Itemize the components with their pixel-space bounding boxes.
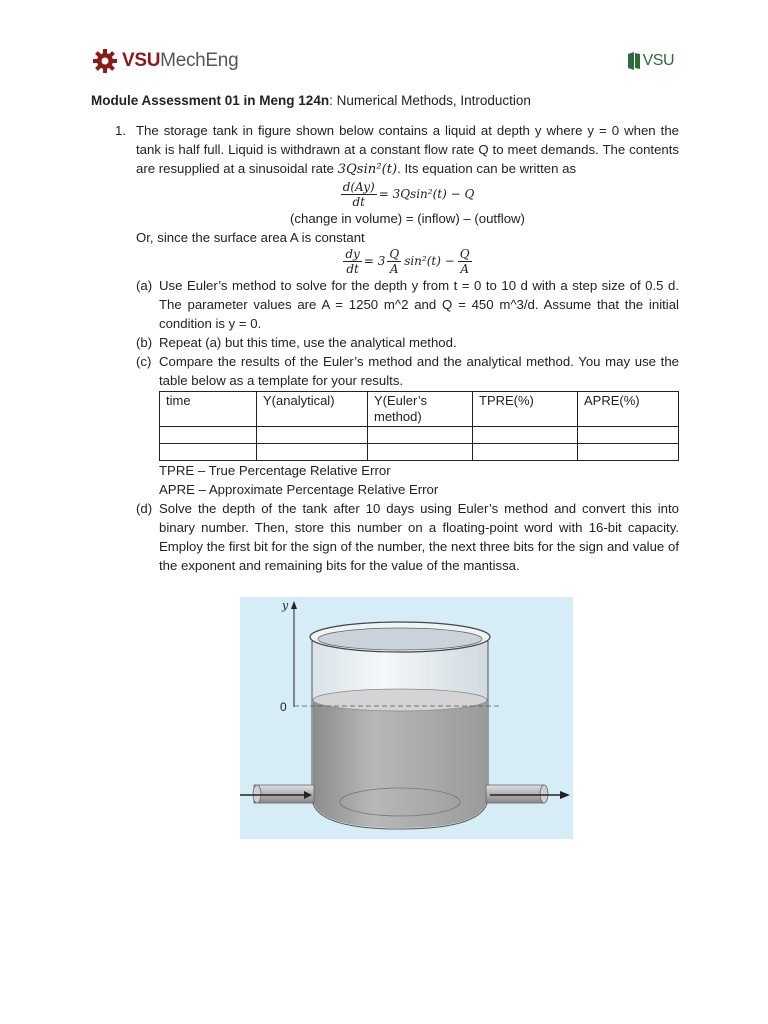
equation-2: $\frac{dy}{dt}$ = 3 $\frac{Q}{A}$ sin²(t) − $\frac{Q}{A}$ xyxy=(345,247,470,276)
sub-question-a: (a) Use Euler’s method to solve for the depth y from t = 0 to 10 d with a step size of 0.5 d. The parameter values are A = 1250 m^2 and Q = 450 m^3/d. Assume that the initial condition is y = 0. xyxy=(136,278,679,331)
table-header-cell: Y(analytical) xyxy=(257,392,368,427)
or-text: Or, since the surface area A is constant xyxy=(136,230,365,245)
gear-icon xyxy=(92,48,118,74)
table-header-cell: TPRE(%) xyxy=(473,392,578,427)
vsu-logo xyxy=(627,52,674,70)
eq1-fraction: $\frac{d(Ay)}{dt}$ xyxy=(342,180,375,209)
eq1-caption: (change in volume) = (inflow) – (outflow) xyxy=(290,211,525,226)
table-header-cell: APRE(%) xyxy=(578,392,679,427)
y-axis-label: y xyxy=(282,599,289,612)
question-intro: The storage tank in figure shown below contains a liquid at depth y where y = 0 when the tank is half full. Liquid is withdrawn at a constant flow rate Q to meet demands. The contents are resupplied at a sinusoidal rate 3Qsin²(t). Its equation can be written as xyxy=(136,123,679,177)
sub-question-c: (c) Compare the results of the Euler’s method and the analytical method. You may use the table below as a template for your results. time Y(analytical) Y(Euler’s method) TPRE(%) APRE(%) TPRE – True Percentage Relative Error APRE – Approximate Percentage Relative Error xyxy=(136,354,679,497)
sub-questions xyxy=(136,276,679,575)
eq2-q-over-a-2: $\frac{Q}{A}$ xyxy=(459,247,470,276)
sub-question-b: (b) Repeat (a) but this time, use the analytical method. xyxy=(136,335,457,350)
table-header-cell: Y(Euler’s method) xyxy=(368,392,473,427)
note-tpre: TPRE – True Percentage Relative Error xyxy=(159,463,391,478)
eq2-q-over-a: $\frac{Q}{A}$ xyxy=(389,247,400,276)
table-header-row xyxy=(160,392,679,427)
question-number: 1. xyxy=(115,123,126,138)
note-apre: APRE – Approximate Percentage Relative Error xyxy=(159,482,439,497)
eq2-fraction: $\frac{dy}{dt}$ xyxy=(345,247,360,276)
question-1 xyxy=(115,121,679,575)
zero-level-label: 0 xyxy=(280,700,287,714)
vsu-text: VSU xyxy=(642,52,674,69)
storage-tank-figure xyxy=(240,597,573,839)
tank-illustration xyxy=(240,597,573,839)
results-table xyxy=(159,391,679,461)
book-icon xyxy=(627,52,641,70)
table-row xyxy=(160,444,679,461)
brand-bold: VSU xyxy=(122,50,161,71)
brand-light: MechEng xyxy=(160,50,239,71)
title-bold: Module Assessment 01 in Meng 124n xyxy=(91,93,330,108)
equation-1 xyxy=(136,180,679,209)
rate-expression: 3Qsin²(t) xyxy=(337,162,398,177)
title-rest: : Numerical Methods, Introduction xyxy=(329,93,531,108)
table-row xyxy=(160,427,679,444)
eq1-rhs: = 3Qsin²(t) − Q xyxy=(378,187,475,201)
sub-question-d: (d) Solve the depth of the tank after 10 days using Euler’s method and convert this into binary number. Then, store this number on a floating-point word with 16-bit capacity. Employ the first bit for the sign of the number, the next three bits for the sign and value of the exponent and remaining bits for the value of the mantissa. xyxy=(136,501,679,573)
page-header xyxy=(92,46,674,80)
table-header-cell: time xyxy=(160,392,257,427)
page-title xyxy=(91,93,531,108)
vsu-mecheng-logo xyxy=(92,48,238,74)
